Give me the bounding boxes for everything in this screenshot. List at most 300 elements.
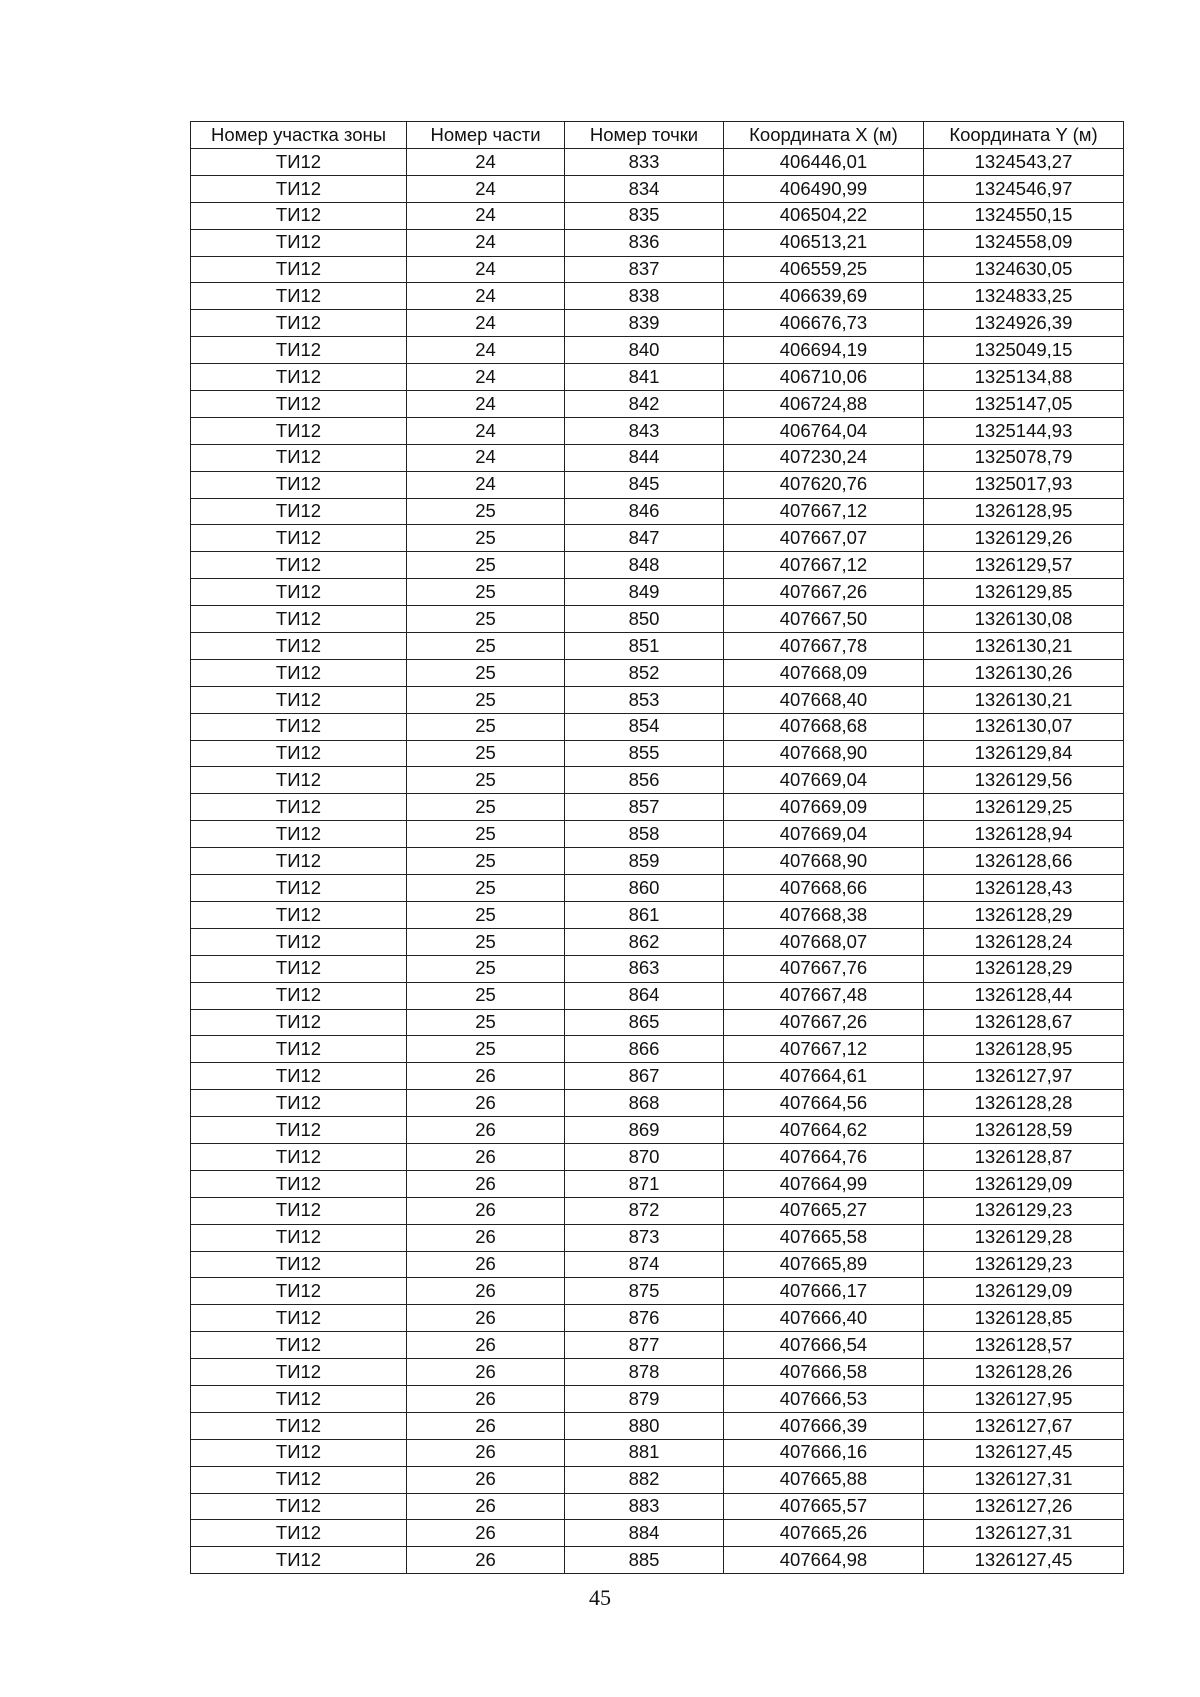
cell-zone-section: ТИ12 xyxy=(191,1493,407,1520)
cell-zone-section: ТИ12 xyxy=(191,1197,407,1224)
cell-coordinate-x: 407667,07 xyxy=(724,525,924,552)
table-row xyxy=(191,256,1124,283)
cell-point-number: 863 xyxy=(565,955,724,982)
cell-part-number: 24 xyxy=(407,471,565,498)
cell-part-number: 26 xyxy=(407,1412,565,1439)
cell-coordinate-x: 406559,25 xyxy=(724,256,924,283)
cell-zone-section: ТИ12 xyxy=(191,848,407,875)
cell-coordinate-x: 407665,27 xyxy=(724,1197,924,1224)
cell-zone-section: ТИ12 xyxy=(191,633,407,660)
cell-point-number: 866 xyxy=(565,1036,724,1063)
cell-coordinate-y: 1324558,09 xyxy=(924,229,1124,256)
cell-coordinate-y: 1326129,28 xyxy=(924,1224,1124,1251)
cell-part-number: 26 xyxy=(407,1439,565,1466)
cell-part-number: 25 xyxy=(407,686,565,713)
cell-coordinate-y: 1326130,08 xyxy=(924,606,1124,633)
table-row xyxy=(191,1466,1124,1493)
cell-coordinate-x: 407666,39 xyxy=(724,1412,924,1439)
cell-part-number: 25 xyxy=(407,955,565,982)
cell-coordinate-x: 407667,12 xyxy=(724,498,924,525)
cell-zone-section: ТИ12 xyxy=(191,417,407,444)
table-row xyxy=(191,1170,1124,1197)
cell-zone-section: ТИ12 xyxy=(191,498,407,525)
cell-coordinate-y: 1326129,57 xyxy=(924,552,1124,579)
cell-zone-section: ТИ12 xyxy=(191,1547,407,1574)
cell-zone-section: ТИ12 xyxy=(191,471,407,498)
cell-part-number: 26 xyxy=(407,1493,565,1520)
cell-coordinate-x: 407664,61 xyxy=(724,1063,924,1090)
table-header xyxy=(191,122,1124,149)
cell-point-number: 834 xyxy=(565,175,724,202)
cell-point-number: 868 xyxy=(565,1090,724,1117)
cell-zone-section: ТИ12 xyxy=(191,364,407,391)
cell-coordinate-y: 1326129,23 xyxy=(924,1251,1124,1278)
cell-zone-section: ТИ12 xyxy=(191,1278,407,1305)
table-row xyxy=(191,982,1124,1009)
header-row xyxy=(191,122,1124,149)
cell-point-number: 878 xyxy=(565,1359,724,1386)
cell-point-number: 839 xyxy=(565,310,724,337)
table-row xyxy=(191,686,1124,713)
cell-point-number: 861 xyxy=(565,901,724,928)
cell-point-number: 880 xyxy=(565,1412,724,1439)
cell-part-number: 24 xyxy=(407,149,565,176)
table-row xyxy=(191,283,1124,310)
cell-coordinate-x: 407669,09 xyxy=(724,794,924,821)
cell-point-number: 881 xyxy=(565,1439,724,1466)
cell-coordinate-y: 1325134,88 xyxy=(924,364,1124,391)
cell-point-number: 853 xyxy=(565,686,724,713)
cell-zone-section: ТИ12 xyxy=(191,175,407,202)
cell-coordinate-x: 407665,88 xyxy=(724,1466,924,1493)
cell-coordinate-x: 407668,38 xyxy=(724,901,924,928)
cell-coordinate-x: 407666,40 xyxy=(724,1305,924,1332)
cell-part-number: 26 xyxy=(407,1466,565,1493)
cell-coordinate-x: 407664,56 xyxy=(724,1090,924,1117)
cell-coordinate-x: 407669,04 xyxy=(724,767,924,794)
cell-part-number: 26 xyxy=(407,1224,565,1251)
cell-point-number: 857 xyxy=(565,794,724,821)
table-row xyxy=(191,848,1124,875)
cell-zone-section: ТИ12 xyxy=(191,149,407,176)
cell-part-number: 24 xyxy=(407,310,565,337)
cell-zone-section: ТИ12 xyxy=(191,659,407,686)
cell-coordinate-y: 1326128,57 xyxy=(924,1332,1124,1359)
cell-zone-section: ТИ12 xyxy=(191,901,407,928)
cell-coordinate-y: 1326127,45 xyxy=(924,1547,1124,1574)
table-row xyxy=(191,498,1124,525)
table-row xyxy=(191,471,1124,498)
cell-zone-section: ТИ12 xyxy=(191,1520,407,1547)
cell-coordinate-x: 407666,54 xyxy=(724,1332,924,1359)
cell-coordinate-x: 407668,07 xyxy=(724,928,924,955)
cell-coordinate-x: 407666,58 xyxy=(724,1359,924,1386)
table-row xyxy=(191,1224,1124,1251)
cell-zone-section: ТИ12 xyxy=(191,552,407,579)
cell-coordinate-y: 1324543,27 xyxy=(924,149,1124,176)
table-row xyxy=(191,606,1124,633)
cell-point-number: 838 xyxy=(565,283,724,310)
table-row xyxy=(191,444,1124,471)
header-coordinate-y: Координата Y (м) xyxy=(924,122,1124,149)
cell-zone-section: ТИ12 xyxy=(191,310,407,337)
table-row xyxy=(191,1412,1124,1439)
cell-point-number: 851 xyxy=(565,633,724,660)
cell-point-number: 840 xyxy=(565,337,724,364)
cell-part-number: 25 xyxy=(407,928,565,955)
page-number: 45 xyxy=(589,1585,611,1610)
cell-point-number: 847 xyxy=(565,525,724,552)
cell-zone-section: ТИ12 xyxy=(191,1090,407,1117)
header-part-number: Номер части xyxy=(407,122,565,149)
cell-coordinate-y: 1324550,15 xyxy=(924,202,1124,229)
cell-point-number: 882 xyxy=(565,1466,724,1493)
cell-point-number: 873 xyxy=(565,1224,724,1251)
cell-coordinate-x: 407664,62 xyxy=(724,1117,924,1144)
table-row xyxy=(191,1359,1124,1386)
cell-zone-section: ТИ12 xyxy=(191,1251,407,1278)
cell-coordinate-x: 407665,57 xyxy=(724,1493,924,1520)
header-point-number: Номер точки xyxy=(565,122,724,149)
cell-part-number: 25 xyxy=(407,1036,565,1063)
cell-zone-section: ТИ12 xyxy=(191,444,407,471)
table-row xyxy=(191,713,1124,740)
cell-part-number: 25 xyxy=(407,901,565,928)
cell-coordinate-x: 407667,76 xyxy=(724,955,924,982)
cell-point-number: 841 xyxy=(565,364,724,391)
cell-part-number: 25 xyxy=(407,1009,565,1036)
cell-point-number: 876 xyxy=(565,1305,724,1332)
table-row xyxy=(191,1117,1124,1144)
cell-zone-section: ТИ12 xyxy=(191,1332,407,1359)
table-row xyxy=(191,310,1124,337)
cell-zone-section: ТИ12 xyxy=(191,256,407,283)
cell-point-number: 872 xyxy=(565,1197,724,1224)
table-row xyxy=(191,579,1124,606)
cell-part-number: 24 xyxy=(407,391,565,418)
table-row xyxy=(191,1063,1124,1090)
cell-part-number: 26 xyxy=(407,1197,565,1224)
cell-part-number: 25 xyxy=(407,713,565,740)
table-row xyxy=(191,1090,1124,1117)
table-row xyxy=(191,1143,1124,1170)
cell-point-number: 844 xyxy=(565,444,724,471)
cell-part-number: 25 xyxy=(407,875,565,902)
cell-coordinate-x: 407667,50 xyxy=(724,606,924,633)
cell-point-number: 845 xyxy=(565,471,724,498)
cell-zone-section: ТИ12 xyxy=(191,229,407,256)
table-row xyxy=(191,1520,1124,1547)
cell-coordinate-y: 1326129,23 xyxy=(924,1197,1124,1224)
cell-point-number: 849 xyxy=(565,579,724,606)
cell-coordinate-x: 407666,53 xyxy=(724,1385,924,1412)
cell-coordinate-y: 1326128,87 xyxy=(924,1143,1124,1170)
cell-part-number: 26 xyxy=(407,1090,565,1117)
cell-part-number: 26 xyxy=(407,1143,565,1170)
cell-part-number: 26 xyxy=(407,1359,565,1386)
cell-zone-section: ТИ12 xyxy=(191,1036,407,1063)
cell-coordinate-x: 407230,24 xyxy=(724,444,924,471)
cell-coordinate-x: 407667,48 xyxy=(724,982,924,1009)
cell-part-number: 24 xyxy=(407,256,565,283)
cell-coordinate-y: 1326130,07 xyxy=(924,713,1124,740)
cell-coordinate-y: 1326128,59 xyxy=(924,1117,1124,1144)
cell-coordinate-y: 1326129,56 xyxy=(924,767,1124,794)
cell-point-number: 884 xyxy=(565,1520,724,1547)
cell-point-number: 867 xyxy=(565,1063,724,1090)
table-row xyxy=(191,364,1124,391)
cell-coordinate-y: 1326128,95 xyxy=(924,498,1124,525)
cell-coordinate-y: 1326130,26 xyxy=(924,659,1124,686)
table-row xyxy=(191,175,1124,202)
cell-part-number: 26 xyxy=(407,1117,565,1144)
table-row xyxy=(191,901,1124,928)
cell-coordinate-y: 1326129,09 xyxy=(924,1278,1124,1305)
table-row xyxy=(191,1009,1124,1036)
cell-coordinate-x: 406490,99 xyxy=(724,175,924,202)
cell-coordinate-x: 407665,58 xyxy=(724,1224,924,1251)
cell-coordinate-x: 407665,89 xyxy=(724,1251,924,1278)
table-row xyxy=(191,794,1124,821)
cell-zone-section: ТИ12 xyxy=(191,391,407,418)
cell-zone-section: ТИ12 xyxy=(191,1385,407,1412)
cell-coordinate-x: 406504,22 xyxy=(724,202,924,229)
cell-coordinate-y: 1326127,67 xyxy=(924,1412,1124,1439)
cell-part-number: 24 xyxy=(407,417,565,444)
cell-zone-section: ТИ12 xyxy=(191,1143,407,1170)
cell-coordinate-x: 407668,90 xyxy=(724,740,924,767)
cell-coordinate-y: 1326128,94 xyxy=(924,821,1124,848)
cell-zone-section: ТИ12 xyxy=(191,1466,407,1493)
cell-zone-section: ТИ12 xyxy=(191,1117,407,1144)
cell-point-number: 864 xyxy=(565,982,724,1009)
cell-part-number: 25 xyxy=(407,794,565,821)
cell-coordinate-x: 406710,06 xyxy=(724,364,924,391)
cell-point-number: 860 xyxy=(565,875,724,902)
cell-coordinate-x: 407668,40 xyxy=(724,686,924,713)
cell-part-number: 26 xyxy=(407,1305,565,1332)
cell-coordinate-x: 406446,01 xyxy=(724,149,924,176)
table-row xyxy=(191,1439,1124,1466)
cell-point-number: 842 xyxy=(565,391,724,418)
cell-coordinate-y: 1326129,25 xyxy=(924,794,1124,821)
cell-zone-section: ТИ12 xyxy=(191,606,407,633)
cell-coordinate-y: 1326128,44 xyxy=(924,982,1124,1009)
cell-part-number: 24 xyxy=(407,444,565,471)
cell-zone-section: ТИ12 xyxy=(191,1224,407,1251)
table-row xyxy=(191,1197,1124,1224)
cell-coordinate-x: 407667,26 xyxy=(724,579,924,606)
cell-point-number: 833 xyxy=(565,149,724,176)
cell-coordinate-x: 407666,17 xyxy=(724,1278,924,1305)
cell-point-number: 879 xyxy=(565,1385,724,1412)
table-row xyxy=(191,391,1124,418)
cell-part-number: 26 xyxy=(407,1520,565,1547)
header-zone-section: Номер участка зоны xyxy=(191,122,407,149)
table-row xyxy=(191,417,1124,444)
cell-coordinate-y: 1324630,05 xyxy=(924,256,1124,283)
cell-part-number: 24 xyxy=(407,229,565,256)
cell-part-number: 25 xyxy=(407,767,565,794)
cell-coordinate-x: 407666,16 xyxy=(724,1439,924,1466)
cell-part-number: 25 xyxy=(407,606,565,633)
cell-zone-section: ТИ12 xyxy=(191,1359,407,1386)
cell-zone-section: ТИ12 xyxy=(191,1412,407,1439)
cell-part-number: 24 xyxy=(407,364,565,391)
cell-point-number: 846 xyxy=(565,498,724,525)
cell-zone-section: ТИ12 xyxy=(191,740,407,767)
table-row xyxy=(191,1278,1124,1305)
cell-point-number: 862 xyxy=(565,928,724,955)
cell-coordinate-y: 1326130,21 xyxy=(924,633,1124,660)
cell-coordinate-x: 406694,19 xyxy=(724,337,924,364)
cell-zone-section: ТИ12 xyxy=(191,875,407,902)
coordinates-table xyxy=(190,121,1124,1574)
cell-point-number: 835 xyxy=(565,202,724,229)
cell-part-number: 26 xyxy=(407,1332,565,1359)
cell-part-number: 25 xyxy=(407,821,565,848)
cell-point-number: 848 xyxy=(565,552,724,579)
cell-coordinate-x: 406764,04 xyxy=(724,417,924,444)
cell-coordinate-x: 406676,73 xyxy=(724,310,924,337)
cell-zone-section: ТИ12 xyxy=(191,525,407,552)
cell-coordinate-x: 407667,12 xyxy=(724,1036,924,1063)
cell-coordinate-y: 1326129,26 xyxy=(924,525,1124,552)
cell-zone-section: ТИ12 xyxy=(191,337,407,364)
cell-coordinate-x: 407665,26 xyxy=(724,1520,924,1547)
cell-part-number: 26 xyxy=(407,1278,565,1305)
cell-coordinate-y: 1326128,29 xyxy=(924,901,1124,928)
cell-zone-section: ТИ12 xyxy=(191,794,407,821)
cell-coordinate-y: 1326127,97 xyxy=(924,1063,1124,1090)
cell-coordinate-x: 406724,88 xyxy=(724,391,924,418)
cell-coordinate-y: 1326129,09 xyxy=(924,1170,1124,1197)
table-row xyxy=(191,552,1124,579)
cell-coordinate-y: 1326129,84 xyxy=(924,740,1124,767)
cell-part-number: 26 xyxy=(407,1170,565,1197)
cell-coordinate-y: 1326127,95 xyxy=(924,1385,1124,1412)
cell-zone-section: ТИ12 xyxy=(191,202,407,229)
cell-point-number: 877 xyxy=(565,1332,724,1359)
cell-coordinate-x: 407667,26 xyxy=(724,1009,924,1036)
table-row xyxy=(191,1332,1124,1359)
cell-part-number: 26 xyxy=(407,1251,565,1278)
cell-part-number: 25 xyxy=(407,579,565,606)
table-row xyxy=(191,955,1124,982)
header-coordinate-x: Координата X (м) xyxy=(724,122,924,149)
cell-coordinate-y: 1325017,93 xyxy=(924,471,1124,498)
table-row xyxy=(191,1036,1124,1063)
cell-zone-section: ТИ12 xyxy=(191,1170,407,1197)
cell-coordinate-y: 1326128,43 xyxy=(924,875,1124,902)
cell-coordinate-y: 1324926,39 xyxy=(924,310,1124,337)
cell-point-number: 870 xyxy=(565,1143,724,1170)
cell-coordinate-y: 1326128,67 xyxy=(924,1009,1124,1036)
table-row xyxy=(191,633,1124,660)
table-body xyxy=(191,149,1124,1574)
cell-part-number: 25 xyxy=(407,633,565,660)
cell-part-number: 24 xyxy=(407,202,565,229)
cell-part-number: 25 xyxy=(407,740,565,767)
cell-coordinate-y: 1325147,05 xyxy=(924,391,1124,418)
cell-coordinate-y: 1326129,85 xyxy=(924,579,1124,606)
cell-point-number: 858 xyxy=(565,821,724,848)
cell-point-number: 865 xyxy=(565,1009,724,1036)
cell-zone-section: ТИ12 xyxy=(191,1009,407,1036)
cell-point-number: 843 xyxy=(565,417,724,444)
cell-coordinate-x: 406513,21 xyxy=(724,229,924,256)
cell-zone-section: ТИ12 xyxy=(191,821,407,848)
cell-coordinate-y: 1325049,15 xyxy=(924,337,1124,364)
table-row xyxy=(191,1493,1124,1520)
cell-zone-section: ТИ12 xyxy=(191,713,407,740)
cell-part-number: 24 xyxy=(407,283,565,310)
cell-zone-section: ТИ12 xyxy=(191,1305,407,1332)
cell-point-number: 852 xyxy=(565,659,724,686)
cell-zone-section: ТИ12 xyxy=(191,1063,407,1090)
cell-coordinate-x: 407620,76 xyxy=(724,471,924,498)
cell-part-number: 26 xyxy=(407,1063,565,1090)
cell-part-number: 24 xyxy=(407,175,565,202)
cell-point-number: 855 xyxy=(565,740,724,767)
cell-coordinate-y: 1326127,31 xyxy=(924,1520,1124,1547)
cell-part-number: 26 xyxy=(407,1547,565,1574)
cell-coordinate-x: 407669,04 xyxy=(724,821,924,848)
cell-zone-section: ТИ12 xyxy=(191,1439,407,1466)
cell-zone-section: ТИ12 xyxy=(191,767,407,794)
cell-coordinate-y: 1326128,28 xyxy=(924,1090,1124,1117)
cell-part-number: 25 xyxy=(407,525,565,552)
table-row xyxy=(191,767,1124,794)
cell-coordinate-y: 1325078,79 xyxy=(924,444,1124,471)
table-row xyxy=(191,149,1124,176)
cell-point-number: 885 xyxy=(565,1547,724,1574)
cell-coordinate-x: 406639,69 xyxy=(724,283,924,310)
cell-point-number: 854 xyxy=(565,713,724,740)
cell-point-number: 850 xyxy=(565,606,724,633)
table-row xyxy=(191,1305,1124,1332)
cell-coordinate-x: 407668,66 xyxy=(724,875,924,902)
cell-zone-section: ТИ12 xyxy=(191,686,407,713)
cell-point-number: 883 xyxy=(565,1493,724,1520)
cell-coordinate-y: 1326128,95 xyxy=(924,1036,1124,1063)
table-row xyxy=(191,659,1124,686)
cell-part-number: 25 xyxy=(407,848,565,875)
cell-point-number: 875 xyxy=(565,1278,724,1305)
table-row xyxy=(191,337,1124,364)
cell-coordinate-x: 407668,90 xyxy=(724,848,924,875)
cell-part-number: 26 xyxy=(407,1385,565,1412)
table-row xyxy=(191,740,1124,767)
cell-point-number: 859 xyxy=(565,848,724,875)
table-row xyxy=(191,821,1124,848)
table-row xyxy=(191,1547,1124,1574)
cell-part-number: 25 xyxy=(407,659,565,686)
cell-coordinate-y: 1326127,31 xyxy=(924,1466,1124,1493)
cell-coordinate-y: 1326127,26 xyxy=(924,1493,1124,1520)
cell-coordinate-y: 1326128,24 xyxy=(924,928,1124,955)
cell-coordinate-y: 1326128,29 xyxy=(924,955,1124,982)
cell-coordinate-y: 1326128,85 xyxy=(924,1305,1124,1332)
table-row xyxy=(191,525,1124,552)
cell-coordinate-y: 1324833,25 xyxy=(924,283,1124,310)
cell-point-number: 836 xyxy=(565,229,724,256)
table-row xyxy=(191,1251,1124,1278)
cell-coordinate-x: 407664,99 xyxy=(724,1170,924,1197)
cell-coordinate-x: 407668,09 xyxy=(724,659,924,686)
cell-coordinate-x: 407664,98 xyxy=(724,1547,924,1574)
table-row xyxy=(191,1385,1124,1412)
